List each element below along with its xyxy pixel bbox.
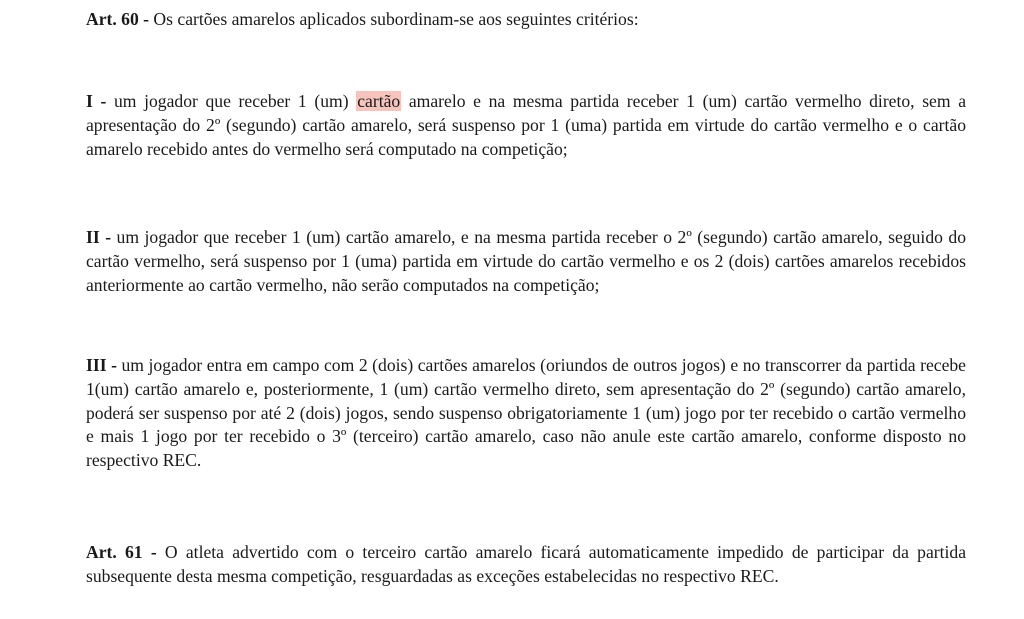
article-61 xyxy=(86,541,966,589)
item-ii-text: um jogador que receber 1 (um) cartão amarelo, e na mesma partida receber o 2º (segundo) cartão amarelo, seguido do cartão vermelho, será suspenso por 1 (uma) partida em virtude do cartão vermelho e os 2 (dois) cartões amarelos recebidos anteriormente ao cartão vermelho, não serão computados na competição; xyxy=(86,227,966,295)
article-60-text: Os cartões amarelos aplicados subordinam-se aos seguintes critérios: xyxy=(149,9,639,29)
item-iii-text: um jogador entra em campo com 2 (dois) cartões amarelos (oriundos de outros jogos) e no transcorrer da partida recebe 1(um) cartão amarelo e, posteriormente, 1 (um) cartão vermelho direto, sem apresentação do 2º (segundo) cartão amarelo, poderá ser suspenso por até 2 (dois) jogos, sendo suspenso obrigatoriamente 1 (um) jogo por ter recebido o cartão vermelho e mais 1 jogo por ter recebido o 3º (terceiro) cartão amarelo, caso não anule este cartão amarelo, conforme disposto no respectivo REC. xyxy=(86,355,966,471)
item-ii xyxy=(86,226,966,297)
article-61-label: Art. 61 - xyxy=(86,542,157,562)
item-ii-label: II - xyxy=(86,227,112,247)
item-i xyxy=(86,90,966,161)
item-i-text-before: um jogador que receber 1 (um) xyxy=(106,91,357,111)
item-iii xyxy=(86,354,966,473)
item-i-text-after: amarelo e na mesma partida receber 1 (um) cartão vermelho direto, sem a apresentação do 2º (segundo) cartão amarelo, será suspenso por 1 (uma) partida em virtude do cartão vermelho e o cartão amarelo recebido antes do vermelho será computado na competição; xyxy=(86,91,967,159)
item-iii-label: III - xyxy=(86,355,117,375)
item-i-label: I - xyxy=(86,91,107,111)
highlighted-word: cartão xyxy=(357,91,401,111)
article-60 xyxy=(86,8,966,32)
article-60-label: Art. 60 - xyxy=(86,9,150,29)
article-61-text: O atleta advertido com o terceiro cartão amarelo ficará automaticamente impedido de participar da partida subsequente desta mesma competição, resguardadas as exceções estabelecidas no respectivo REC. xyxy=(86,542,966,586)
